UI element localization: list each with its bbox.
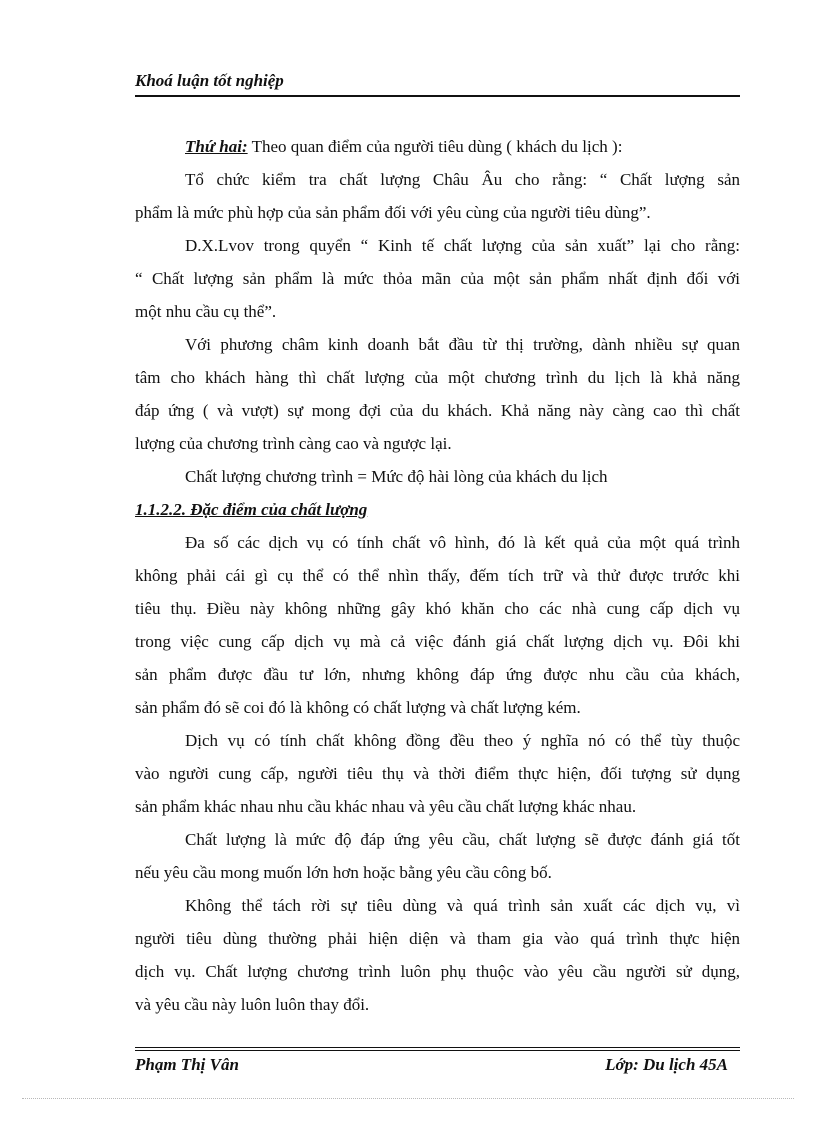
paragraph-line: Chất lượng chương trình = Mức độ hài lòng của khách du lịch bbox=[185, 467, 608, 486]
document-body bbox=[135, 130, 740, 1021]
paragraph-line: vào người cung cấp, người tiêu thụ và thời điểm thực hiện, đối tượng sử dụng bbox=[135, 764, 740, 783]
paragraph-line: Chất lượng là mức độ đáp ứng yêu cầu, chất lượng sẽ được đánh giá tốt bbox=[185, 830, 740, 849]
paragraph-line: Không thể tách rời sự tiêu dùng và quá trình sản xuất các dịch vụ, vì bbox=[185, 896, 740, 915]
paragraph-line: “ Chất lượng sản phẩm là mức thỏa mãn của một sản phẩm nhất định đối với bbox=[135, 269, 740, 288]
paragraph-line: không phải cái gì cụ thể có thể nhìn thấy, đếm tích trữ và thử được trước khi bbox=[135, 566, 740, 585]
paragraph-line: một nhu cầu cụ thể”. bbox=[135, 302, 277, 321]
footer-class: Lớp: Du lịch 45A bbox=[605, 1055, 728, 1074]
paragraph-line: đáp ứng ( và vượt) sự mong đợi của du khách. Khả năng này càng cao thì chất bbox=[135, 401, 740, 420]
paragraph-line: người tiêu dùng thường phải hiện diện và tham gia vào quá trình thực hiện bbox=[135, 929, 740, 948]
paragraph-line: Tổ chức kiểm tra chất lượng Châu Âu cho rằng: “ Chất lượng sản bbox=[185, 170, 740, 189]
page-footer bbox=[135, 1047, 740, 1075]
page-header bbox=[135, 70, 740, 97]
paragraph-line: sản phẩm đó sẽ coi đó là không có chất lượng và chất lượng kém. bbox=[135, 698, 581, 717]
paragraph-line: phẩm là mức phù hợp của sản phẩm đối với yêu cùng của người tiêu dùng”. bbox=[135, 203, 651, 222]
footer-author: Phạm Thị Vân bbox=[135, 1055, 239, 1074]
paragraph-line: trong việc cung cấp dịch vụ mà cả việc đánh giá chất lượng dịch vụ. Đôi khi bbox=[135, 632, 740, 651]
paragraph-line: nếu yêu cầu mong muốn lớn hơn hoặc bằng yêu cầu công bố. bbox=[135, 863, 552, 882]
header-rule bbox=[135, 95, 740, 97]
page-boundary bbox=[22, 1098, 794, 1099]
paragraph-line: dịch vụ. Chất lượng chương trình luôn phụ thuộc vào yêu cầu người sử dụng, bbox=[135, 962, 740, 981]
header-title: Khoá luận tốt nghiệp bbox=[135, 71, 284, 90]
paragraph-line bbox=[135, 130, 740, 163]
paragraph-line: Dịch vụ có tính chất không đồng đều theo ý nghĩa nó có thể tùy thuộc bbox=[185, 731, 740, 750]
paragraph-line: Đa số các dịch vụ có tính chất vô hình, đó là kết quả của một quá trình bbox=[185, 533, 740, 552]
paragraph-line: lượng của chương trình càng cao và ngược lại. bbox=[135, 434, 452, 453]
section-heading: 1.1.2.2. Đặc điểm của chất lượng bbox=[135, 500, 368, 519]
paragraph-line: D.X.Lvov trong quyển “ Kinh tế chất lượng của sản xuất” lại cho rằng: bbox=[185, 236, 740, 255]
paragraph-lead: Thứ hai: bbox=[185, 137, 248, 156]
footer-rule bbox=[135, 1047, 740, 1048]
footer-rule bbox=[135, 1050, 740, 1051]
paragraph-line: và yêu cầu này luôn luôn thay đổi. bbox=[135, 995, 370, 1014]
paragraph-line: tâm cho khách hàng thì chất lượng của một chương trình du lịch là khả năng bbox=[135, 368, 740, 387]
paragraph-line: Với phương châm kinh doanh bắt đầu từ thị trường, dành nhiều sự quan bbox=[185, 335, 740, 354]
paragraph-text: Theo quan điểm của người tiêu dùng ( khách du lịch ): bbox=[247, 137, 623, 156]
footer-row bbox=[135, 1055, 740, 1075]
paragraph-line: sản phẩm khác nhau nhu cầu khác nhau và yêu cầu chất lượng khác nhau. bbox=[135, 797, 637, 816]
paragraph-line: sản phẩm được đầu tư lớn, nhưng không đáp ứng được nhu cầu của khách, bbox=[135, 665, 740, 684]
paragraph-line: tiêu thụ. Điều này không những gây khó khăn cho các nhà cung cấp dịch vụ bbox=[135, 599, 740, 618]
